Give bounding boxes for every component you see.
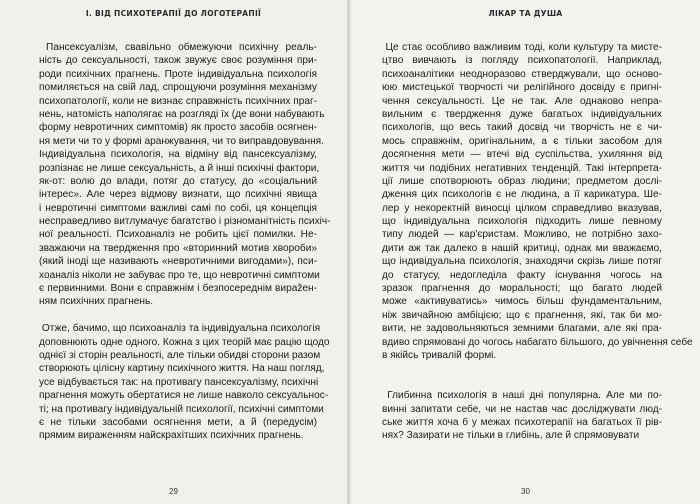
text-line: Це стає особливо важливим тоді, коли культуру та мисте- <box>382 42 662 53</box>
text-line: Глибинна психологія в наші дні популярна. Але ми по- <box>382 390 662 402</box>
text-line: прагнення можуть обертатися не лише навколо сексуальнос- <box>39 390 329 402</box>
text-line: чення сексуальності. Це не так. Але однаково непра- <box>382 95 662 107</box>
page-number-left: 29 <box>169 487 178 496</box>
text-line: ті; на противагу індивідуальній психології, психічні симптоми <box>39 403 324 415</box>
text-line: вдиво спрямовані до чогось набагато більшого, до увічнення себе <box>382 336 693 348</box>
text-line: Індивідуальна психологія, на відміну від пансексуалізму, <box>39 149 317 161</box>
text-line: що індивідуальна психологія, знаходячи скрізь лише потяг <box>382 256 662 268</box>
text-line: розпізнає не лише сексуальність, а й інші психічні фактори, <box>39 162 320 174</box>
text-line: цтво вивчають із погляду психопатології. Наприклад, <box>382 55 662 67</box>
text-line: і невротичні симптоми важливі самі по собі, ця концепція <box>39 202 317 214</box>
text-line: ність до сексуальності, також звужує своє розуміння при- <box>39 55 317 67</box>
text-line: ніж звичайною амбіцією; що є прагнення, які, так би мо- <box>382 309 662 321</box>
text-line: лер у некоректній виносці цілком справедливо вказував, <box>382 202 662 214</box>
text-line: винні запитати себе, чи не настав час досліджувати люд- <box>382 403 662 415</box>
text-line: до статусу, недогледіла факту існування чогось на <box>382 269 662 281</box>
text-line: психологів, що весь такий досвід чи творчість не є чи- <box>382 122 662 134</box>
text-line: інтерес». Але через відмову визнати, що психічні явища <box>39 189 317 201</box>
text-line: помиляється на свій лад, спрощуючи розуміння механізму <box>39 82 317 94</box>
text-line <box>382 362 662 375</box>
text-line: (який іноді ще називають «невротичними вигодами»), пси- <box>39 256 317 268</box>
text-line: в якійсь тривалій формі. <box>382 349 497 361</box>
text-line: ної реальності. Психоаналіз не робить цієї помилки. Не- <box>39 229 317 241</box>
text-line: нях? Зазирати не тільки в глибінь, але й спрямовувати <box>382 430 640 442</box>
text-line: досягнення мети — втечі від суспільства, ухиляння від <box>382 149 662 161</box>
text-line: психоаналітики неодноразово стверджували, що осново- <box>382 68 662 80</box>
text-line: що індивідуальна психологія підходить лише певному <box>382 216 662 228</box>
text-line: зразок прагнення до моральності; що багато людей <box>382 283 662 295</box>
text-line: форму невротичних симптомів) як просто засобів осягнен- <box>39 122 317 134</box>
text-line: типу людей — кар'єристам. Можливо, не потрібно захо- <box>382 229 662 241</box>
text-line: прямим вираженням найскрахітших психічних прагнень. <box>39 430 304 442</box>
text-line: психопатології, коли не визнає справжність психічних праг- <box>39 95 318 107</box>
text-line: ції лише спотворюють образ людини; предметом дослі- <box>382 175 662 187</box>
text-line: однієї зі сторін реальності, але тільки обидві сторони разом <box>39 349 321 361</box>
text-line <box>39 309 317 322</box>
running-header-right: ЛІКАР ТА ДУША <box>488 9 563 18</box>
text-line: життя чи подібних негативних тенденцій. Такі інтерпрета- <box>382 162 662 174</box>
text-line: хоаналіз ніколи не забуває про те, що невротичні симптоми <box>39 269 320 281</box>
text-line: несправедливо витлумачує багатство і різноманітність психіч- <box>39 216 331 228</box>
text-line: ня мети чи то у формі аранжування, чи то виправдовування. <box>39 135 324 147</box>
left-page-body <box>39 41 331 443</box>
text-line: нень, натомість наполягає на розгляді їх (де вони набувають <box>39 108 325 120</box>
text-line: дити аж так далеко в нашій критиці, однак ми вважаємо, <box>382 242 662 254</box>
text-line <box>382 376 662 389</box>
text-line: Отже, бачимо, що психоаналіз та індивідуальна психологія <box>39 323 321 335</box>
text-line: вити, не задовольняються земними благами, але які пра- <box>382 323 662 335</box>
text-line: мось справжнім, оригінальним, а є тільки засобом для <box>382 135 662 147</box>
text-line: ням психічних прагнень. <box>39 296 154 308</box>
text-line: юю мистецької творчості чи релігійного досвіду є пригні- <box>382 82 662 94</box>
text-line: усе відбувається так: на противагу пансексуалізму, психічні <box>39 376 319 388</box>
text-line: є не тільки засобами осягнення мети, а й (передусім) <box>39 416 317 428</box>
text-line: роди психічних прагнень. Проте індивідуальна психологія <box>39 68 317 80</box>
text-line: Пансексуалізм, свавільно обмежуючи психічну реаль- <box>39 42 317 53</box>
text-line: може «активуватись» чимось більш фундаментальним, <box>382 296 662 308</box>
text-line: дження цих психологів є не людина, а її карикатура. Ше- <box>382 189 662 201</box>
text-line: створюють цілісну картину психічного життя. На наш погляд, <box>39 363 325 375</box>
page-number-right: 30 <box>521 487 530 496</box>
text-line: як-от: волю до влади, потяг до статусу, до «соціальний <box>39 175 317 187</box>
left-page <box>0 0 347 504</box>
text-line: вильним є твердження дуже багатьох індивідуальних <box>382 108 662 120</box>
text-line: ське життя хоча б у межах психотерапії на багатьох її рів- <box>382 416 662 428</box>
text-line: доповнюють одне одного. Кожна з цих теорій має рацію щодо <box>39 336 330 348</box>
running-header-left: I. ВІД ПСИХОТЕРАПІЇ ДО ЛОГОТЕРАПІЇ <box>85 9 262 18</box>
right-page <box>351 0 700 504</box>
right-page-body <box>382 41 693 443</box>
text-line: є первинними. Вони є справжнім і безпосереднім вираžен- <box>39 283 317 295</box>
text-line: зважаючи на твердження про «вторинний мотив хвороби» <box>39 242 317 254</box>
